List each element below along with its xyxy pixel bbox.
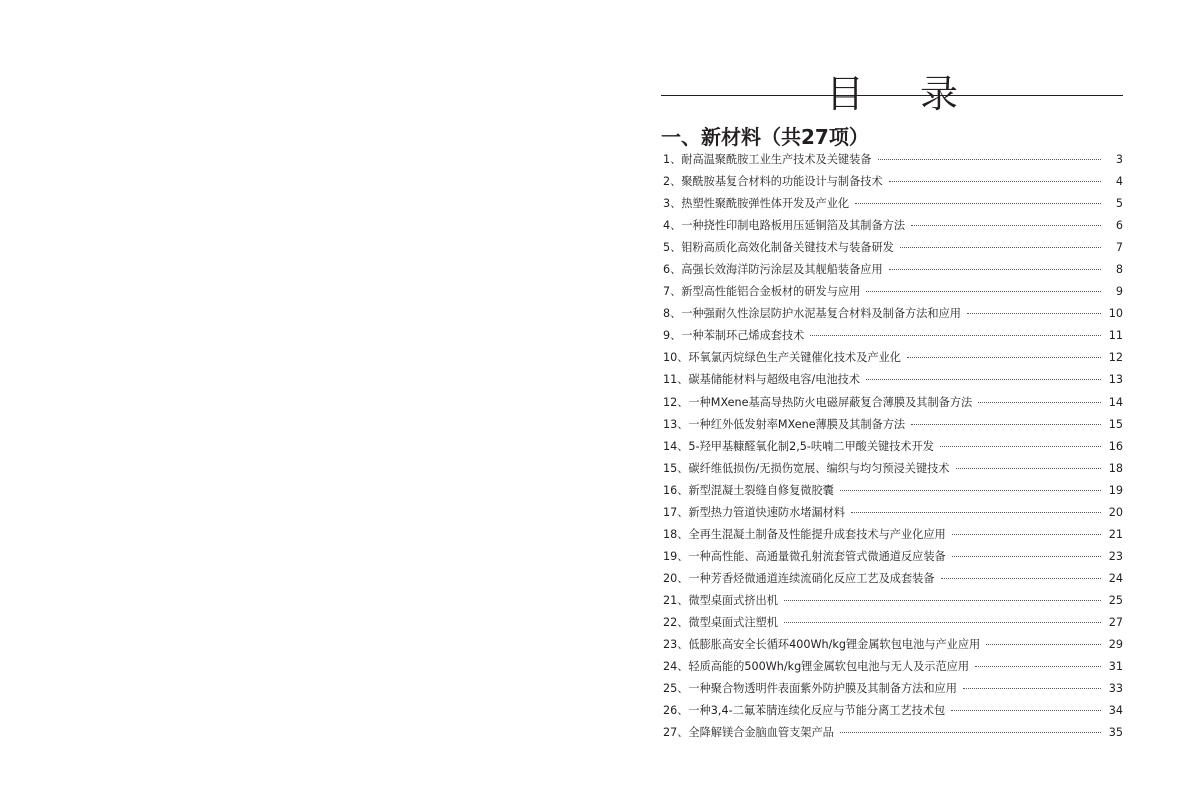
toc-entry-title: 2、聚酰胺基复合材料的功能设计与制备技术 (663, 175, 883, 189)
dot-leader (810, 335, 1101, 336)
toc-entry[interactable] (663, 259, 1123, 281)
title-rule (661, 95, 1123, 96)
dot-leader (866, 291, 1101, 292)
dot-leader (952, 556, 1101, 557)
toc-entry[interactable] (663, 414, 1123, 436)
toc-list (663, 149, 1123, 744)
toc-entry-title: 1、耐高温聚酰胺工业生产技术及关键装备 (663, 153, 872, 166)
toc-page-number: 21 (1108, 527, 1123, 541)
toc-page-number: 20 (1108, 505, 1123, 519)
dot-leader (975, 666, 1101, 667)
toc-entry[interactable] (663, 347, 1123, 369)
toc-entry-title: 22、微型桌面式注塑机 (663, 615, 778, 629)
toc-entry[interactable] (663, 458, 1123, 480)
dot-leader (889, 181, 1101, 182)
toc-entry-title: 25、一种聚合物透明件表面紫外防护膜及其制备方法和应用 (663, 682, 957, 696)
toc-page-number: 11 (1108, 329, 1123, 343)
section-heading: 一、新材料（共27项） (661, 124, 869, 149)
toc-entry-title: 23、低膨胀高安全长循环400Wh/kg锂金属软包电池与产业应用 (663, 638, 981, 652)
toc-page-number: 12 (1108, 351, 1123, 365)
toc-entry[interactable] (663, 612, 1123, 634)
toc-entry-title: 16、新型混凝土裂缝自修复微胶囊 (663, 483, 834, 497)
toc-page-number: 31 (1108, 660, 1123, 674)
toc-entry[interactable] (663, 171, 1123, 193)
dot-leader (967, 313, 1101, 314)
toc-page-number: 25 (1108, 593, 1123, 607)
toc-entry-title: 5、钼粉高质化高效化制备关键技术与装备研发 (663, 241, 894, 255)
table-of-contents-page (661, 0, 1123, 807)
toc-entry-title: 18、全再生混凝土制备及性能提升成套技术与产业化应用 (663, 527, 946, 541)
dot-leader (940, 446, 1101, 447)
toc-page-number: 18 (1108, 461, 1123, 475)
toc-entry-title: 14、5-羟甲基糠醛氧化制2,5-呋喃二甲酸关键技术开发 (663, 439, 934, 453)
toc-page-number: 16 (1108, 439, 1123, 453)
toc-entry-title: 21、微型桌面式挤出机 (663, 593, 778, 607)
dot-leader (986, 644, 1101, 645)
toc-page-number: 29 (1108, 638, 1123, 652)
dot-leader (911, 225, 1101, 226)
dot-leader (878, 159, 1102, 160)
toc-entry-title: 11、碳基储能材料与超级电容/电池技术 (663, 373, 861, 387)
toc-page-number: 10 (1108, 307, 1123, 321)
toc-entry-title: 13、一种红外低发射率MXene薄膜及其制备方法 (663, 417, 906, 431)
toc-page-number: 19 (1108, 483, 1123, 497)
toc-entry[interactable] (663, 325, 1123, 347)
toc-entry[interactable] (663, 392, 1123, 414)
toc-page-number: 7 (1115, 241, 1123, 255)
toc-entry-title: 15、碳纤维低损伤/无损伤宽展、编织与均匀预浸关键技术 (663, 461, 950, 475)
toc-page-number: 5 (1115, 197, 1123, 211)
dot-leader (840, 490, 1101, 491)
toc-entry-title: 10、环氧氯丙烷绿色生产关键催化技术及产业化 (663, 351, 901, 365)
toc-entry-title: 6、高强长效海洋防污涂层及其舰船装备应用 (663, 263, 883, 277)
toc-entry[interactable] (663, 215, 1123, 237)
toc-entry-title: 7、新型高性能铝合金板材的研发与应用 (663, 285, 861, 299)
toc-page-number: 23 (1108, 549, 1123, 563)
dot-leader (840, 732, 1101, 733)
page-title: 目 录 (825, 72, 981, 117)
toc-entry[interactable] (663, 480, 1123, 502)
dot-leader (951, 710, 1101, 711)
toc-entry[interactable] (663, 369, 1123, 391)
toc-entry[interactable] (663, 568, 1123, 590)
toc-entry-title: 19、一种高性能、高通量微孔射流套管式微通道反应装备 (663, 549, 946, 563)
toc-entry-title: 4、一种挠性印制电路板用压延铜箔及其制备方法 (663, 219, 906, 233)
toc-page-number: 27 (1108, 615, 1123, 629)
toc-entry-title: 26、一种3,4-二氟苯腈连续化反应与节能分离工艺技术包 (663, 704, 946, 718)
toc-entry-title: 12、一种MXene基高导热防火电磁屏蔽复合薄膜及其制备方法 (663, 395, 973, 409)
toc-entry[interactable] (663, 700, 1123, 722)
toc-entry[interactable] (663, 237, 1123, 259)
dot-leader (911, 424, 1101, 425)
toc-entry[interactable] (663, 722, 1123, 744)
toc-entry[interactable] (663, 436, 1123, 458)
toc-page-number: 6 (1115, 219, 1123, 233)
dot-leader (907, 357, 1101, 358)
toc-page-number: 4 (1115, 175, 1123, 189)
dot-leader (963, 688, 1101, 689)
toc-entry[interactable] (663, 678, 1123, 700)
dot-leader (855, 203, 1101, 204)
toc-entry[interactable] (663, 303, 1123, 325)
toc-entry-title: 27、全降解镁合金脑血管支架产品 (663, 726, 834, 740)
toc-entry[interactable] (663, 193, 1123, 215)
dot-leader (889, 269, 1101, 270)
toc-page-number: 3 (1115, 153, 1123, 166)
dot-leader (978, 402, 1101, 403)
toc-page-number: 34 (1108, 704, 1123, 718)
dot-leader (956, 468, 1101, 469)
toc-page-number: 24 (1108, 571, 1123, 585)
toc-entry-title: 24、轻质高能的500Wh/kg锂金属软包电池与无人及示范应用 (663, 660, 970, 674)
toc-entry[interactable] (663, 656, 1123, 678)
toc-entry-title: 17、新型热力管道快速防水堵漏材料 (663, 505, 846, 519)
dot-leader (952, 534, 1101, 535)
toc-page-number: 33 (1108, 682, 1123, 696)
toc-entry[interactable] (663, 546, 1123, 568)
toc-entry[interactable] (663, 524, 1123, 546)
toc-entry-title: 20、一种芳香烃微通道连续流硝化反应工艺及成套装备 (663, 571, 935, 585)
toc-page-number: 15 (1108, 417, 1123, 431)
toc-entry[interactable] (663, 590, 1123, 612)
toc-page-number: 8 (1115, 263, 1123, 277)
toc-entry[interactable] (663, 281, 1123, 303)
dot-leader (851, 512, 1101, 513)
toc-entry[interactable] (663, 149, 1123, 171)
dot-leader (900, 247, 1101, 248)
toc-page-number: 13 (1108, 373, 1123, 387)
toc-page-number: 35 (1108, 726, 1123, 740)
toc-entry-title: 9、一种苯制环己烯成套技术 (663, 329, 805, 343)
dot-leader (866, 379, 1101, 380)
dot-leader (784, 622, 1101, 623)
toc-page-number: 14 (1108, 395, 1123, 409)
toc-entry-title: 3、热塑性聚酰胺弹性体开发及产业化 (663, 197, 850, 211)
toc-entry[interactable] (663, 634, 1123, 656)
toc-entry-title: 8、一种强耐久性涂层防护水泥基复合材料及制备方法和应用 (663, 307, 961, 321)
dot-leader (941, 578, 1101, 579)
dot-leader (784, 600, 1101, 601)
toc-page-number: 9 (1115, 285, 1123, 299)
toc-entry[interactable] (663, 502, 1123, 524)
